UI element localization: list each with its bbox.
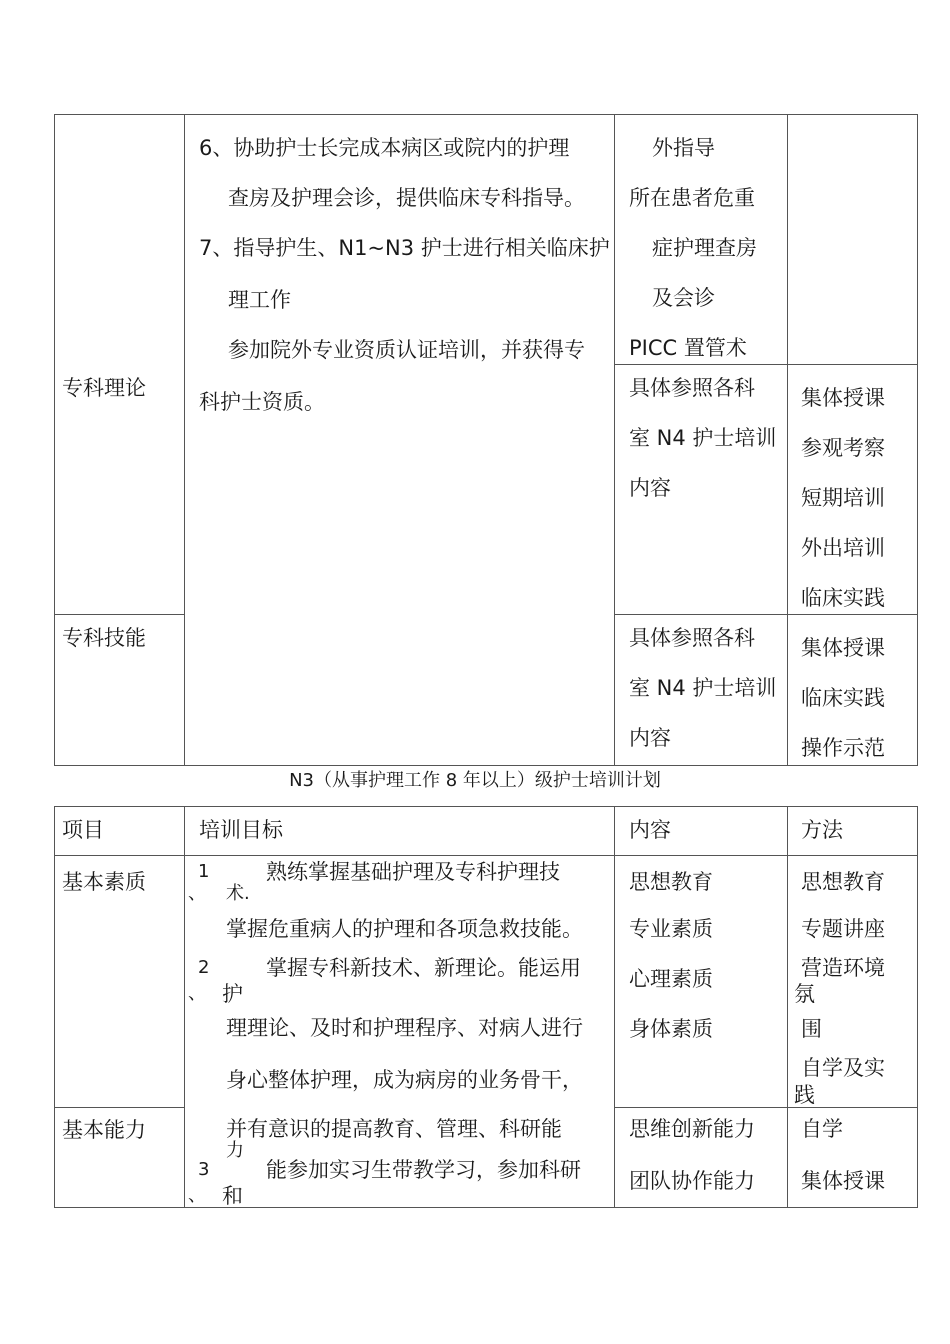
goal-line: 并有意识的提高教育、管理、科研能 (226, 1117, 562, 1141)
method-line: 临床实践 (801, 586, 885, 610)
content-line: 室 N4 护士培训 (629, 426, 777, 450)
goal-number-sep: 、 (188, 1185, 206, 1206)
content-line: 心理素质 (629, 967, 713, 991)
goal-line: 掌握专科新技术、新理论。能运用 (266, 956, 581, 980)
goal-number: 1 (198, 861, 210, 882)
method-line: 围 (801, 1017, 822, 1041)
content-line: 身体素质 (629, 1017, 713, 1041)
goal-line: 能参加实习生带教学习，参加科研 (266, 1158, 581, 1182)
header-content: 内容 (629, 818, 671, 842)
plan-title: N3（从事护理工作 8 年以上）级护士培训计划 (289, 770, 661, 791)
goal-line: 术. (226, 883, 250, 904)
method-line: 专题讲座 (801, 917, 885, 941)
method-line: 操作示范 (801, 736, 885, 760)
method-line: 外出培训 (801, 536, 885, 560)
content-line: 具体参照各科 (629, 626, 755, 650)
method-line: 临床实践 (801, 686, 885, 710)
content-line: 外指导 (652, 136, 715, 160)
method-line: 思想教育 (801, 870, 885, 894)
content-line: 内容 (629, 476, 671, 500)
method-line: 践 (794, 1083, 815, 1107)
goal-line: 掌握危重病人的护理和各项急救技能。 (226, 917, 583, 941)
method-line: 集体授课 (801, 636, 885, 660)
method-line: 参观考察 (801, 436, 885, 460)
content-line: 所在患者危重 (629, 186, 755, 210)
goal-number: 2 (198, 957, 210, 978)
goal-line: 理理论、及时和护理程序、对病人进行 (226, 1016, 583, 1040)
method-line: 短期培训 (801, 486, 885, 510)
content-line: 思想教育 (629, 870, 713, 894)
goal-line: 熟练掌握基础护理及专科护理技 (266, 860, 560, 884)
content-line: 症护理查房 (652, 236, 757, 260)
header-goal: 培训目标 (199, 818, 283, 842)
method-line: 集体授课 (801, 1169, 885, 1193)
row-label-basic-ability: 基本能力 (62, 1118, 146, 1142)
goal-line: 护 (222, 982, 243, 1006)
content-line: 思维创新能力 (629, 1117, 755, 1141)
method-line: 自学及实 (801, 1056, 885, 1080)
goal-line: 参加院外专业资质认证培训，并获得专 (228, 338, 585, 362)
content-line: PICC 置管术 (629, 336, 747, 360)
content-line: 室 N4 护士培训 (629, 676, 777, 700)
goal-line: 和 (222, 1184, 243, 1208)
goal-line: 理工作 (228, 288, 291, 312)
content-line: 内容 (629, 726, 671, 750)
header-method: 方法 (801, 818, 843, 842)
row-label-specialty-skill: 专科技能 (62, 626, 146, 650)
method-line: 氛 (794, 982, 815, 1006)
content-line: 及会诊 (652, 286, 715, 310)
goal-line: 6、协助护士长完成本病区或院内的护理 (199, 136, 570, 160)
goal-line: 7、指导护生、N1~N3 护士进行相关临床护 (199, 236, 610, 260)
method-line: 自学 (801, 1117, 843, 1141)
goal-line: 科护士资质。 (199, 390, 325, 414)
content-line: 团队协作能力 (629, 1169, 755, 1193)
goal-number-sep: 、 (188, 983, 206, 1004)
header-item: 项目 (62, 818, 104, 842)
method-line: 集体授课 (801, 386, 885, 410)
method-line: 营造环境 (801, 956, 885, 980)
content-line: 具体参照各科 (629, 376, 755, 400)
content-line: 专业素质 (629, 917, 713, 941)
goal-line-clipped: 力 (226, 1140, 244, 1161)
row-label-specialty-theory: 专科理论 (62, 376, 146, 400)
goal-line: 查房及护理会诊，提供临床专科指导。 (228, 186, 585, 210)
goal-number: 3 (198, 1159, 210, 1180)
row-label-basic-quality: 基本素质 (62, 870, 146, 894)
goal-number-sep: 、 (188, 883, 206, 904)
goal-line: 身心整体护理，成为病房的业务骨干， (226, 1068, 583, 1092)
